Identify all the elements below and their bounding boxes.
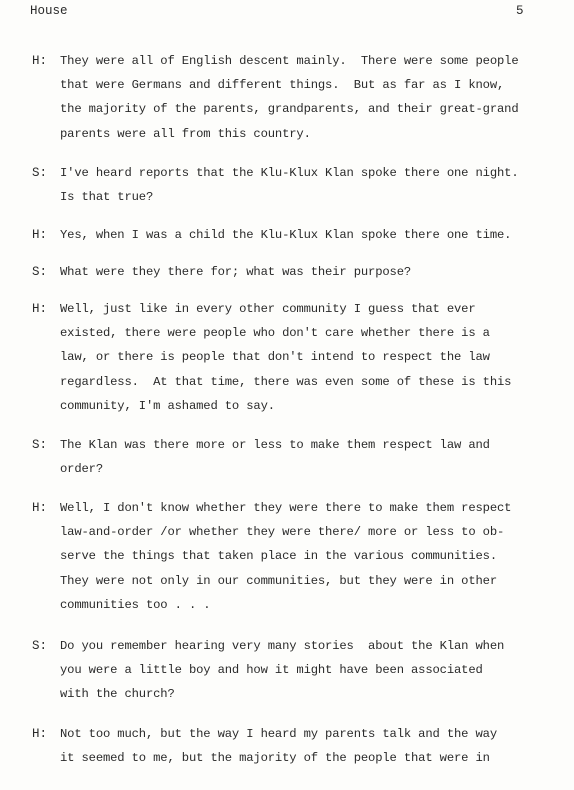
text-line: They were not only in our communities, but they were in other [60,573,497,588]
text-line: Well, I don't know whether they were there to make them respect [60,501,512,515]
speaker-label: S: [32,265,48,279]
entry-text [60,260,560,284]
speaker-label: H: [32,228,48,242]
entry-text [60,634,560,707]
text-line: with the church? [60,687,175,702]
text-line: Not too much, but the way I heard my parents talk and the way [60,727,497,741]
speaker-label: H: [32,54,48,68]
text-line: Well, just like in every other community I guess that ever [60,302,476,316]
text-line: parents were all from this country. [60,126,311,141]
text-line: They were all of English descent mainly. There were some people [60,54,519,68]
text-line: Is that true? [60,190,154,205]
text-line: law-and-order /or whether they were there/ more or less to ob- [60,525,505,540]
entry-text [60,433,560,481]
text-line: law, or there is people that don't intend to respect the law [60,350,490,365]
speaker-label: S: [32,166,48,180]
text-line: What were they there for; what was their purpose? [60,265,412,279]
entry-text [60,297,560,418]
entry-text [60,496,560,617]
text-line: order? [60,462,103,477]
text-line: existed, there were people who don't care whether there is a [60,326,490,341]
speaker-label: S: [32,438,48,452]
speaker-label: H: [32,501,48,515]
text-line: communities too . . . [60,597,211,612]
text-line: it seemed to me, but the majority of the people that were in [60,751,490,766]
entry-text [60,722,560,770]
text-line: you were a little boy and how it might have been associated [60,663,483,678]
speaker-label: H: [32,302,48,316]
text-line: serve the things that taken place in the various communities. [60,549,497,564]
entry-text [60,49,560,146]
text-line: regardless. At that time, there was even some of these is this [60,374,512,389]
text-line: I've heard reports that the Klu-Klux Klan spoke there one night. [60,166,519,180]
speaker-label: H: [32,727,48,741]
text-line: Do you remember hearing very many stories about the Klan when [60,639,505,653]
header-title: House [30,4,68,18]
speaker-label: S: [32,639,48,653]
text-line: that were Germans and different things. But as far as I know, [60,78,505,93]
text-line: community, I'm ashamed to say. [60,398,275,413]
text-line: The Klan was there more or less to make them respect law and [60,438,490,452]
entry-text [60,223,560,247]
text-line: the majority of the parents, grandparents, and their great-grand [60,102,519,117]
text-line: Yes, when I was a child the Klu-Klux Klan spoke there one time. [60,228,512,242]
entry-text [60,161,560,209]
page-number: 5 [516,4,524,18]
